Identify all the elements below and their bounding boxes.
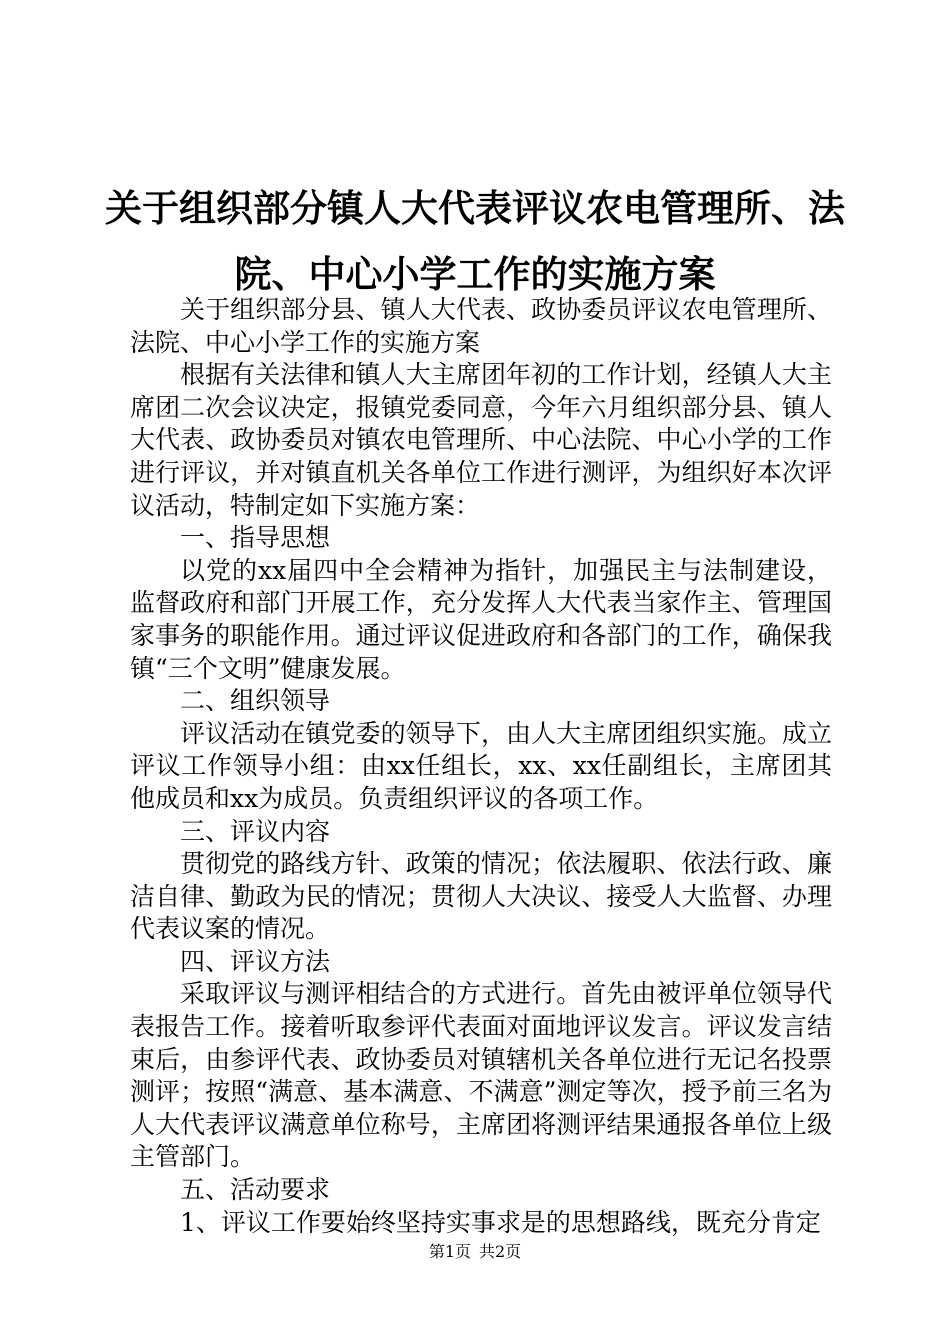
page-number: 第1页 <box>428 1242 471 1261</box>
paragraph-intro-title: 关于组织部分县、镇人大代表、政协委员评议农电管理所、法院、中心小学工作的实施方案 <box>130 295 832 357</box>
section-heading-method: 四、评议方法 <box>180 946 331 976</box>
title-line-1: 关于组织部分镇人大代表评议农电管理所、法 <box>105 187 845 230</box>
page-footer <box>0 1242 950 1262</box>
section-heading-guiding-thought: 一、指导思想 <box>180 523 331 553</box>
section-heading-requirements: 五、活动要求 <box>180 1175 331 1205</box>
paragraph-preamble: 根据有关法律和镇人大主席团年初的工作计划，经镇人大主席团二次会议决定，报镇党委同意，今年六月组织部分县、镇人大代表、政协委员对镇农电管理所、中心法院、中心小学的工作进行评议，并对镇直机关各单位工作进行测评，为组织好本次评议活动，特制定如下实施方案： <box>130 360 832 520</box>
paragraph-organization: 评议活动在镇党委的领导下，由人大主席团组织实施。成立评议工作领导小组：由xx任组长，xx、xx任副组长，主席团其他成员和xx为成员。负责组织评议的各项工作。 <box>130 718 832 813</box>
paragraph-requirement-1: 1、评议工作要始终坚持实事求是的思想路线，既充分肯定 <box>180 1207 821 1237</box>
section-heading-content: 三、评议内容 <box>180 816 331 846</box>
title-line-2: 院、中心小学工作的实施方案 <box>234 253 716 296</box>
paragraph-method: 采取评议与测评相结合的方式进行。首先由被评单位领导代表报告工作。接着听取参评代表面对面地评议发言。评议发言结束后，由参评代表、政协委员对镇辖机关各单位进行无记名投票测评；按照“满意、基本满意、不满意”测定等次，授予前三名为人大代表评议满意单位称号，主席团将测评结果通报各单位上级主管部门。 <box>130 979 832 1172</box>
paragraph-guiding-thought: 以党的xx届四中全会精神为指针，加强民主与法制建设，监督政府和部门开展工作，充分发挥人大代表当家作主、管理国家事务的职能作用。通过评议促进政府和各部门的工作，确保我镇“三个文明”健康发展。 <box>130 555 832 683</box>
document-title <box>100 176 850 308</box>
page-total: 共2页 <box>479 1242 522 1261</box>
paragraph-content: 贯彻党的路线方针、政策的情况；依法履职、依法行政、廉洁自律、勤政为民的情况；贯彻人大决议、接受人大监督、办理代表议案的情况。 <box>130 849 832 944</box>
document-body <box>130 294 832 1239</box>
section-heading-organization: 二、组织领导 <box>180 686 331 716</box>
